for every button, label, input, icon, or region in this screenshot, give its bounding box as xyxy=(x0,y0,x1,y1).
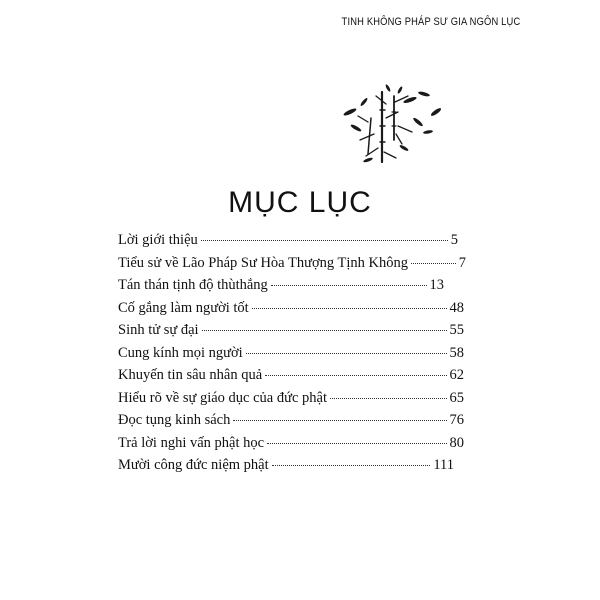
toc-title: MỤC LỤC xyxy=(228,186,372,219)
toc-entry-title: Cung kính mọi người xyxy=(118,344,243,361)
toc-entry[interactable] xyxy=(118,435,464,458)
toc-entry[interactable] xyxy=(118,367,464,390)
toc-entry-title: Sinh tử sự đại xyxy=(118,322,199,338)
toc-entry-page: 62 xyxy=(449,367,464,383)
dot-leader xyxy=(272,465,431,466)
toc-entry[interactable] xyxy=(118,300,464,323)
dot-leader xyxy=(411,263,456,264)
toc-entry-page: 5 xyxy=(450,232,458,248)
toc-entry-title: Hiểu rõ về sự giáo dục của đức phật xyxy=(118,389,327,406)
toc-entry[interactable] xyxy=(118,277,444,300)
toc-entry[interactable] xyxy=(118,457,454,480)
dot-leader xyxy=(201,240,448,241)
toc-entry[interactable] xyxy=(118,390,464,413)
dot-leader xyxy=(233,420,446,421)
toc-entry[interactable] xyxy=(118,255,466,278)
toc-entry[interactable] xyxy=(118,412,464,435)
toc-entry-title: Tiểu sử về Lão Pháp Sư Hòa Thượng Tịnh Không xyxy=(118,254,408,271)
toc-entry-title: Mười công đức niệm phật xyxy=(118,457,269,473)
dot-leader xyxy=(246,353,447,354)
toc-entry-page: 111 xyxy=(433,457,454,473)
toc-entry[interactable] xyxy=(118,322,464,345)
toc-entry-page: 13 xyxy=(429,277,444,293)
toc-entry-title: Khuyến tin sâu nhân quả xyxy=(118,367,263,383)
dot-leader xyxy=(267,443,446,444)
dot-leader xyxy=(265,375,446,376)
toc-entry-page: 65 xyxy=(449,389,464,406)
toc-entry-title: Tán thán tịnh độ thùthắng xyxy=(118,277,268,293)
toc-entry-title: Đọc tụng kinh sách xyxy=(118,412,231,428)
bamboo-ink-icon xyxy=(338,82,448,167)
toc-entry[interactable] xyxy=(118,345,464,368)
toc-entry-page: 48 xyxy=(449,299,464,316)
toc-entry-title: Cố gắng làm người tốt xyxy=(118,299,249,316)
dot-leader xyxy=(202,330,447,331)
toc-entry-page: 7 xyxy=(458,254,466,271)
toc-entry-title: Trả lời nghi vấn phật học xyxy=(118,434,265,451)
table-of-contents xyxy=(118,232,488,480)
toc-entry-page: 80 xyxy=(449,434,464,451)
dot-leader xyxy=(271,285,427,286)
running-header: TINH KHÔNG PHÁP SƯ GIA NGÔN LỤC xyxy=(341,16,520,28)
toc-entry-page: 58 xyxy=(449,344,464,361)
dot-leader xyxy=(252,308,447,309)
toc-entry-title: Lời giới thiệu xyxy=(118,232,198,248)
toc-entry-page: 55 xyxy=(449,322,464,338)
toc-entry[interactable] xyxy=(118,232,458,255)
toc-entry-page: 76 xyxy=(449,412,464,428)
dot-leader xyxy=(330,398,447,399)
